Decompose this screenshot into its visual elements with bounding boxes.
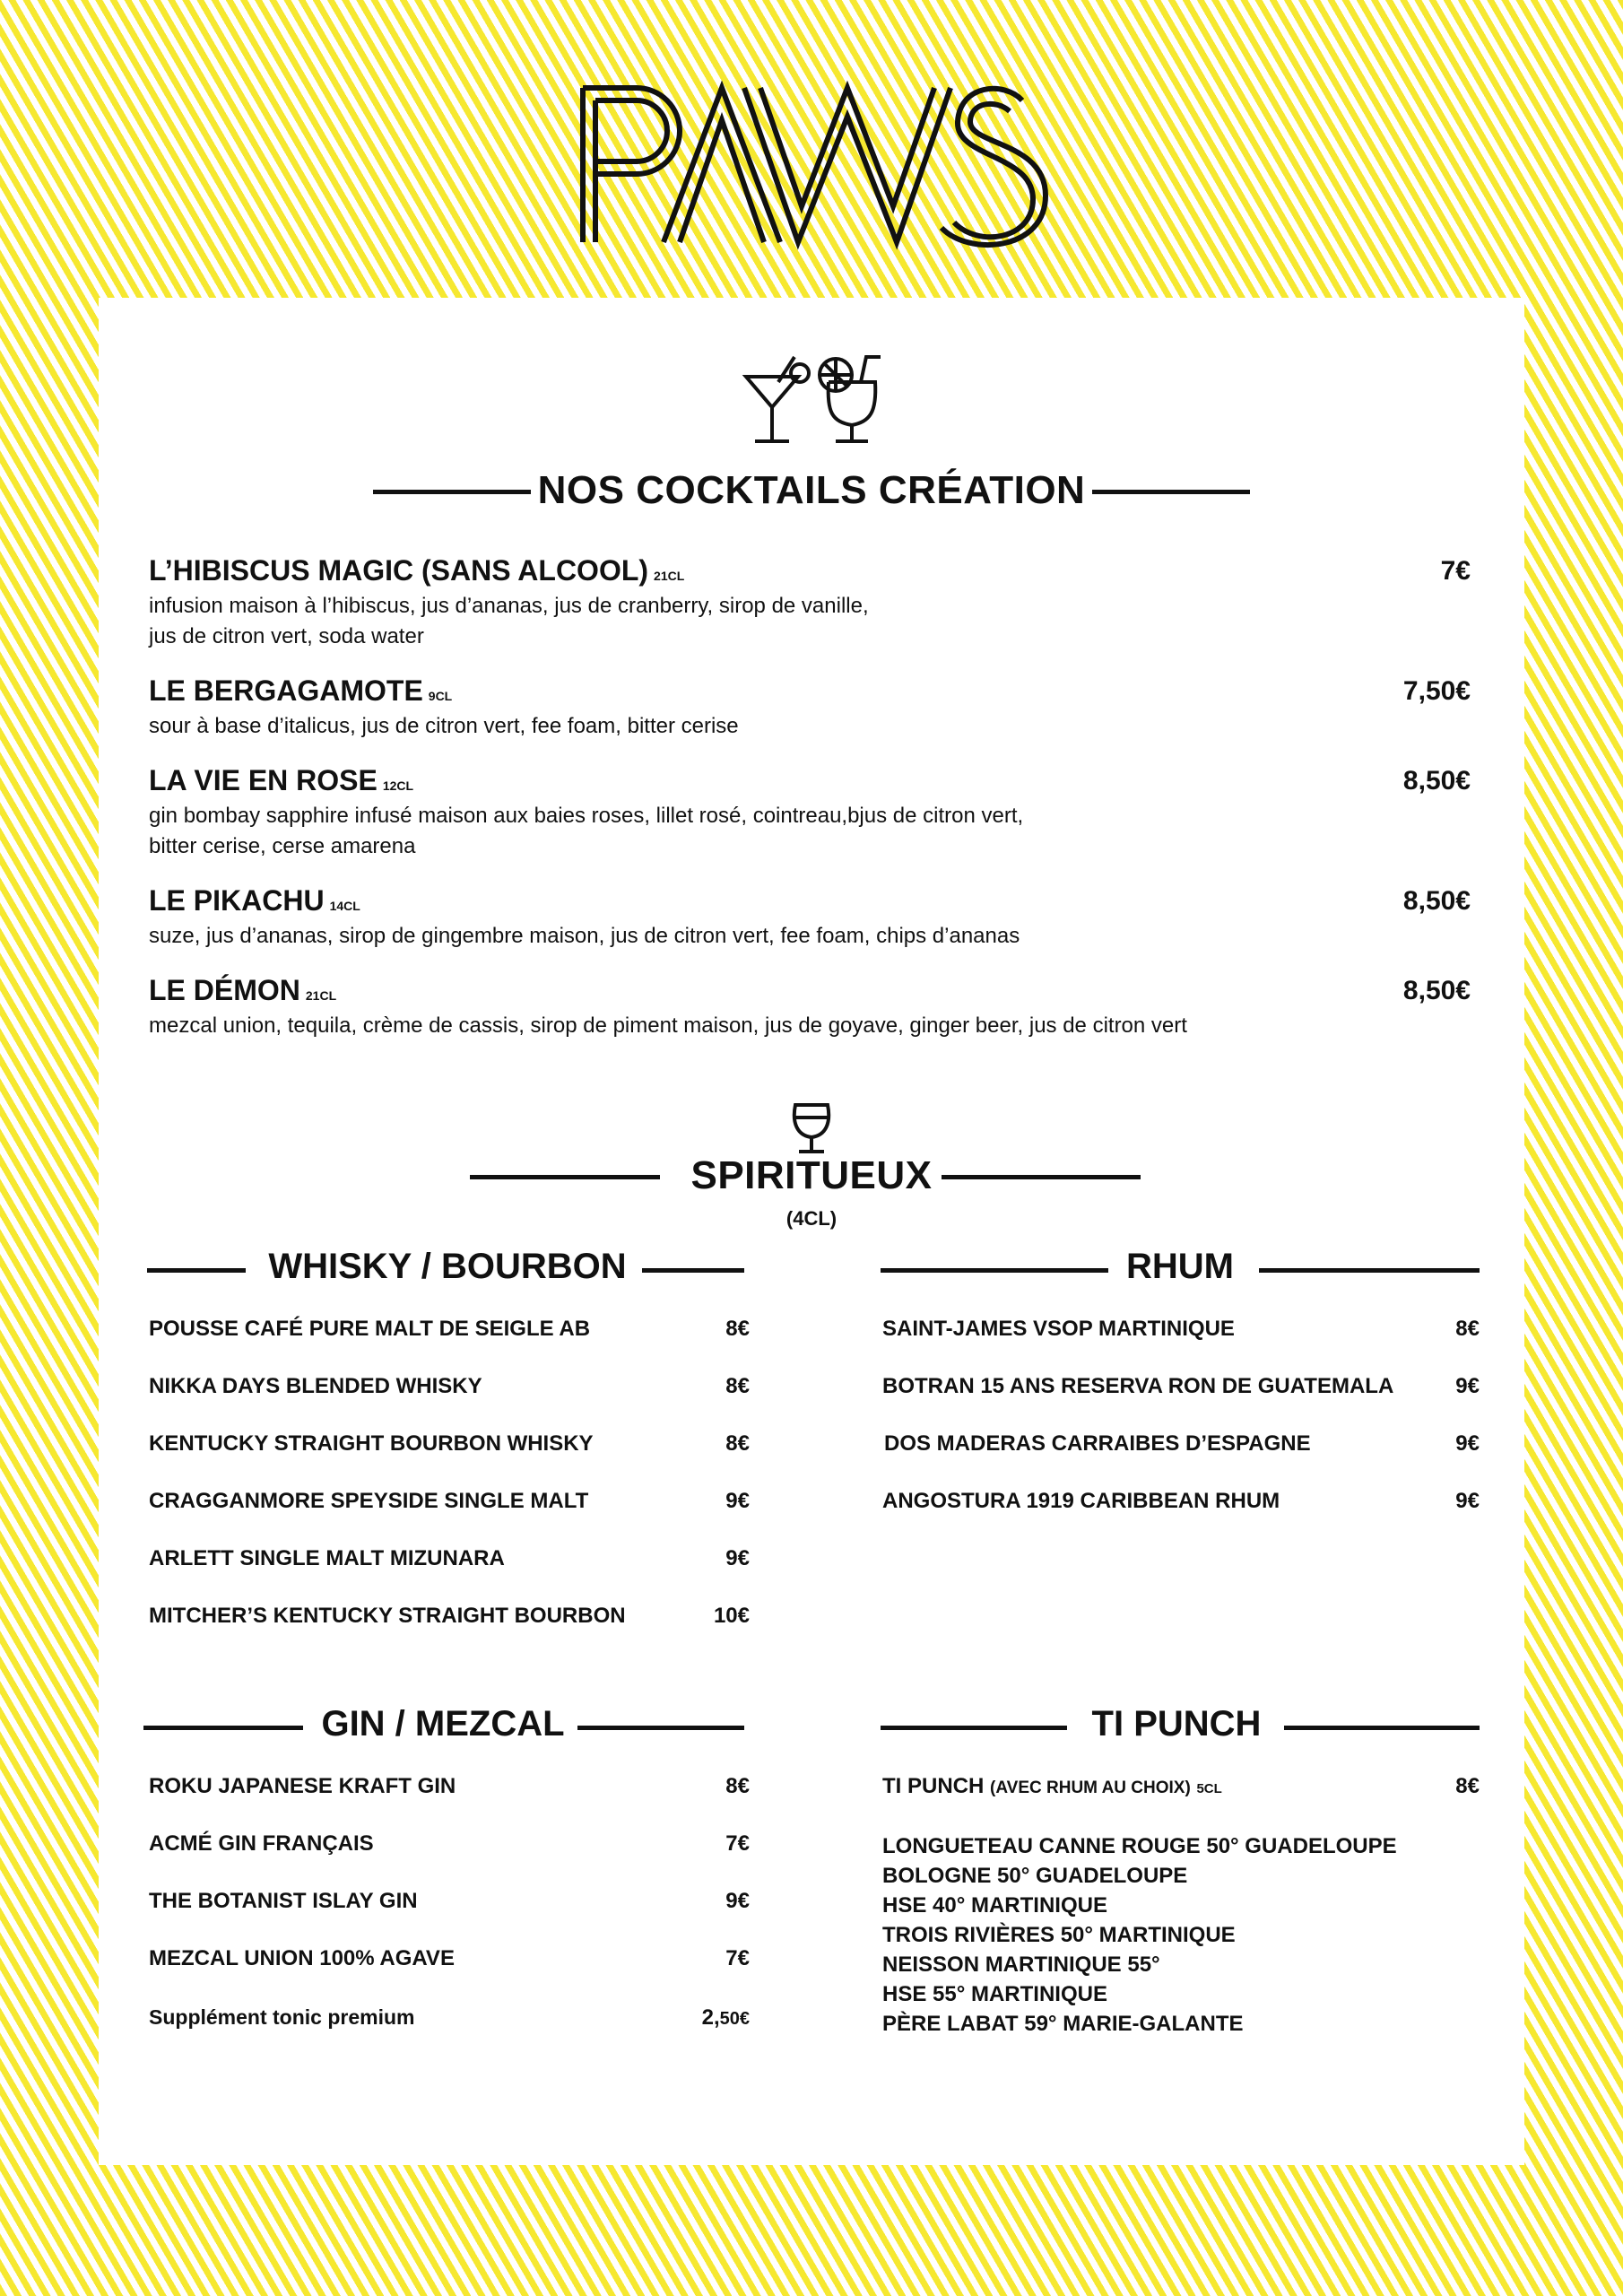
cocktail-price: 7,50€ — [1402, 676, 1471, 706]
cocktail-glasses-icon — [735, 352, 897, 450]
gin-item: MEZCAL UNION 100% AGAVE — [149, 1946, 455, 1970]
cocktail-item — [149, 884, 1404, 952]
cocktail-desc: jus de citron vert, soda water — [149, 624, 424, 648]
tipunch-rhum-list — [882, 1831, 1397, 2039]
cocktail-desc: gin bombay sapphire infusé maison aux baies roses, lillet rosé, cointreau,bjus de citron vert, — [149, 804, 1024, 828]
tipunch-volume: 5CL — [1196, 1781, 1222, 1796]
tipunch-rhum: NEISSON MARTINIQUE 55° — [882, 1952, 1160, 1977]
cocktail-volume: 21CL — [654, 569, 685, 583]
cocktails-heading: NOS COCKTAILS CRÉATION — [537, 468, 1086, 512]
whisky-item: KENTUCKY STRAIGHT BOURBON WHISKY — [149, 1431, 594, 1456]
gin-item: ACMÉ GIN FRANÇAIS — [149, 1831, 374, 1856]
cocktail-desc: suze, jus d’ananas, sirop de gingembre maison, jus de citron vert, fee foam, chips d’ananas — [149, 924, 1020, 948]
tipunch-name: TI PUNCH — [882, 1774, 985, 1798]
gin-price: 7€ — [725, 1831, 750, 1856]
tipunch-rhum: PÈRE LABAT 59° MARIE-GALANTE — [882, 2012, 1244, 2036]
tonic-price-main: 2, — [701, 2005, 720, 2030]
tonic-supplement: Supplément tonic premium — [149, 2005, 415, 2029]
heading-rule-right — [1259, 1268, 1480, 1273]
cocktail-name: L’HIBISCUS MAGIC (SANS ALCOOL) — [149, 554, 649, 587]
whisky-price: 8€ — [725, 1431, 750, 1456]
rhum-item: DOS MADERAS CARRAIBES D’ESPAGNE — [884, 1431, 1311, 1456]
heading-rule-right — [942, 1175, 1141, 1179]
cocktail-volume: 9CL — [428, 689, 453, 703]
heading-rule-right — [577, 1726, 744, 1730]
tipunch-item — [882, 1774, 1222, 1799]
tipunch-price: 8€ — [1455, 1774, 1480, 1798]
cocktail-volume: 14CL — [329, 899, 360, 913]
rhum-heading: RHUM — [1126, 1247, 1234, 1286]
spirits-heading: SPIRITUEUX — [690, 1153, 933, 1197]
cocktail-price: 8,50€ — [1402, 766, 1471, 796]
rhum-price: 9€ — [1455, 1489, 1480, 1513]
tipunch-rhum: LONGUETEAU CANNE ROUGE 50° GUADELOUPE — [882, 1834, 1397, 1858]
rhum-item: ANGOSTURA 1919 CARIBBEAN RHUM — [882, 1489, 1280, 1513]
cocktail-item — [149, 974, 1458, 1041]
rhum-price: 8€ — [1455, 1317, 1480, 1341]
whisky-heading: WHISKY / BOURBON — [268, 1247, 627, 1286]
whisky-price: 9€ — [725, 1546, 750, 1570]
cocktail-item — [149, 554, 1225, 652]
whisky-item: MITCHER’S KENTUCKY STRAIGHT BOURBON — [149, 1604, 626, 1628]
cocktail-item — [149, 764, 1315, 862]
cocktail-price: 8,50€ — [1402, 976, 1471, 1005]
tipunch-rhum: BOLOGNE 50° GUADELOUPE — [882, 1864, 1188, 1888]
heading-rule-right — [1284, 1726, 1480, 1730]
whisky-price: 10€ — [713, 1604, 750, 1628]
gin-price: 8€ — [725, 1774, 750, 1798]
cocktail-desc: bitter cerise, cerse amarena — [149, 834, 416, 858]
whisky-item: POUSSE CAFÉ PURE MALT DE SEIGLE AB — [149, 1317, 591, 1341]
cocktail-name: LE BERGAGAMOTE — [149, 674, 423, 707]
tipunch-rhum: HSE 40° MARTINIQUE — [882, 1893, 1107, 1918]
whisky-item: CRAGGANMORE SPEYSIDE SINGLE MALT — [149, 1489, 589, 1513]
tipunch-note: (AVEC RHUM AU CHOIX) — [990, 1779, 1191, 1797]
cocktail-volume: 12CL — [382, 778, 414, 793]
rhum-price: 9€ — [1455, 1431, 1480, 1456]
gin-heading: GIN / MEZCAL — [321, 1704, 565, 1744]
rhum-item: SAINT-JAMES VSOP MARTINIQUE — [882, 1317, 1235, 1341]
spirits-volume: (4CL) — [785, 1207, 838, 1230]
cocktail-price: 7€ — [1440, 556, 1471, 586]
cocktail-name: LE PIKACHU — [149, 884, 325, 917]
gin-item: ROKU JAPANESE KRAFT GIN — [149, 1774, 456, 1798]
cocktail-desc: infusion maison à l’hibiscus, jus d’ananas, jus de cranberry, sirop de vanille, — [149, 594, 869, 618]
cocktail-price: 8,50€ — [1402, 886, 1471, 916]
gin-price: 9€ — [725, 1889, 750, 1913]
whisky-price: 9€ — [725, 1489, 750, 1513]
heading-rule-right — [1092, 490, 1250, 494]
tonic-price-cents: 50€ — [719, 2009, 750, 2029]
gin-item: THE BOTANIST ISLAY GIN — [149, 1889, 418, 1913]
whisky-price: 8€ — [725, 1374, 750, 1398]
whisky-item: NIKKA DAYS BLENDED WHISKY — [149, 1374, 482, 1398]
cocktail-name: LA VIE EN ROSE — [149, 764, 378, 796]
whisky-item: ARLETT SINGLE MALT MIZUNARA — [149, 1546, 505, 1570]
tonic-supplement-price — [642, 2005, 750, 2031]
tipunch-rhum: HSE 55° MARTINIQUE — [882, 1982, 1107, 2006]
cocktail-item — [149, 674, 1225, 742]
cocktail-name: LE DÉMON — [149, 974, 300, 1006]
cocktail-desc: sour à base d’italicus, jus de citron vert, fee foam, bitter cerise — [149, 714, 739, 738]
rhum-price: 9€ — [1455, 1374, 1480, 1398]
tipunch-heading: TI PUNCH — [1091, 1704, 1262, 1744]
cocktail-desc: mezcal union, tequila, crème de cassis, sirop de piment maison, jus de goyave, ginger beer, jus de citron vert — [149, 1013, 1187, 1038]
rhum-item: BOTRAN 15 ANS RESERVA RON DE GUATEMALA — [882, 1374, 1394, 1398]
heading-rule-right — [642, 1268, 744, 1273]
snifter-glass-icon — [785, 1101, 838, 1157]
whisky-price: 8€ — [725, 1317, 750, 1341]
cocktail-volume: 21CL — [305, 988, 337, 1003]
gin-price: 7€ — [725, 1946, 750, 1970]
paws-logo — [574, 81, 1058, 251]
menu-panel — [99, 298, 1524, 2165]
tipunch-rhum: TROIS RIVIÈRES 50° MARTINIQUE — [882, 1923, 1236, 1947]
